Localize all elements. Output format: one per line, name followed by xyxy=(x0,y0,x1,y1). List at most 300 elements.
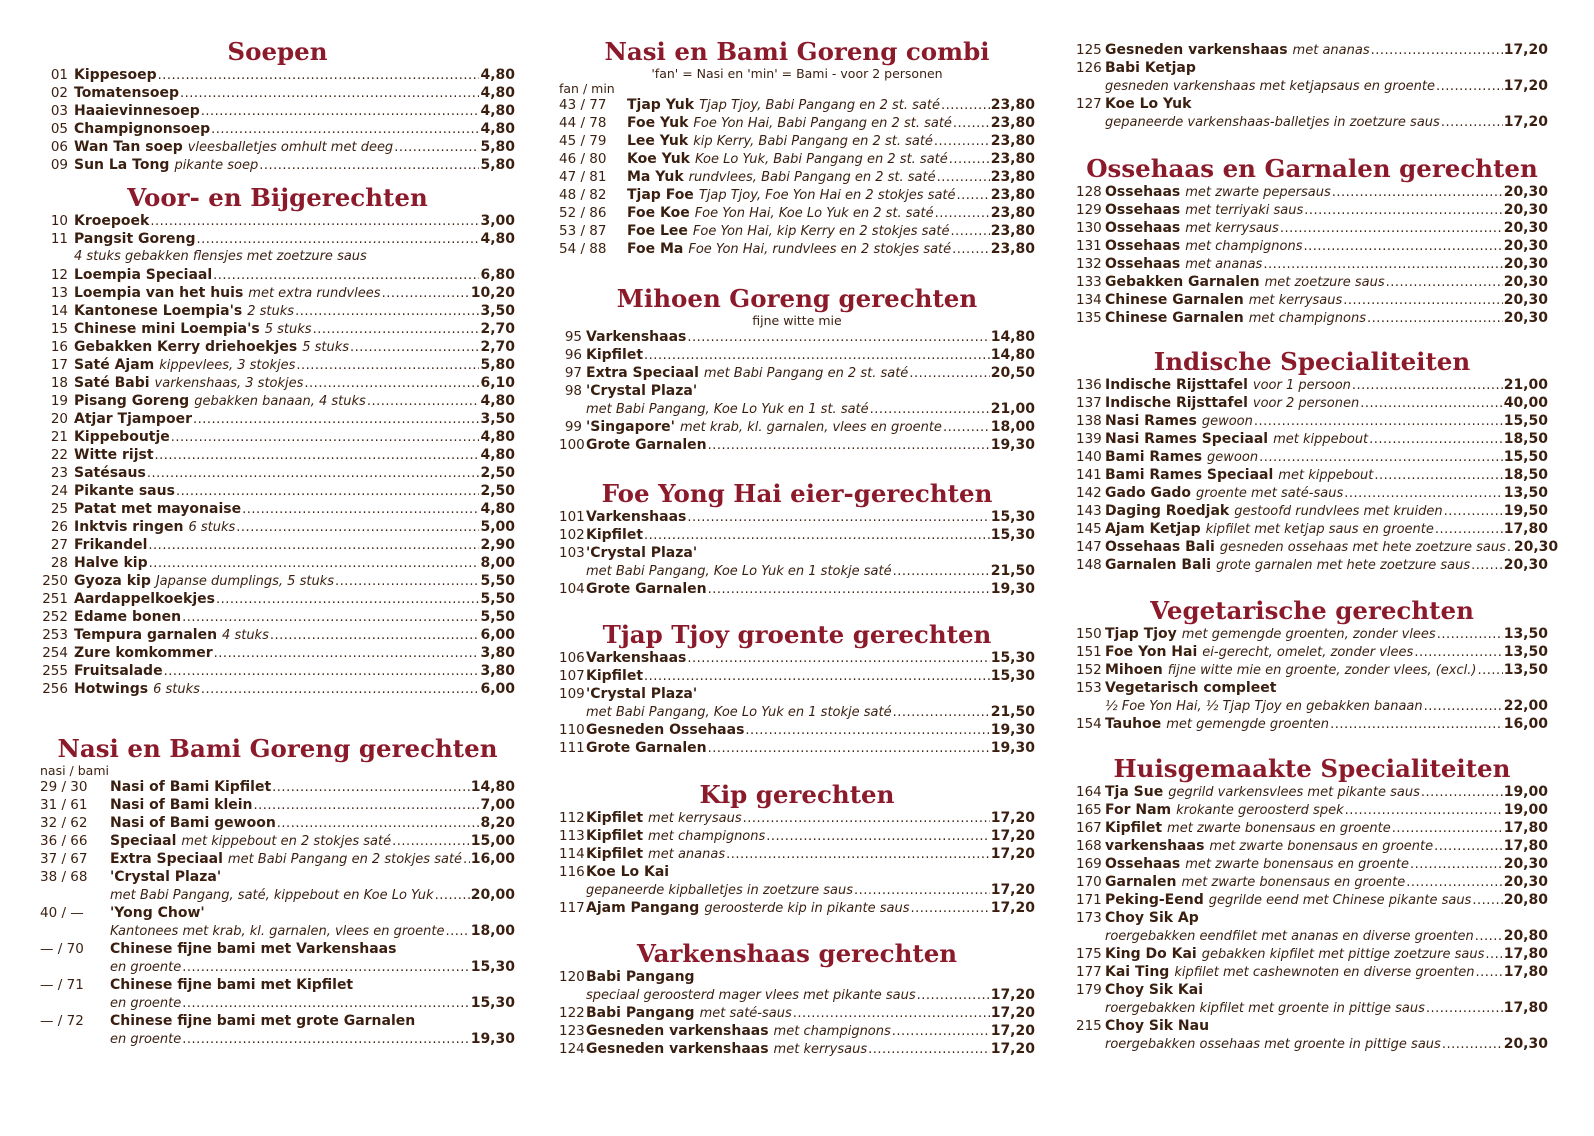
item-price: 20,30 xyxy=(1503,1036,1548,1052)
dot-leader xyxy=(216,591,479,609)
item-price: 19,30 xyxy=(990,722,1035,738)
dot-leader xyxy=(644,668,990,686)
item-number: 112 xyxy=(559,810,585,826)
item-price: 5,80 xyxy=(480,157,515,173)
dot-leader xyxy=(943,419,990,437)
menu-item xyxy=(1076,309,1548,327)
item-number: 147 xyxy=(1076,539,1102,555)
item-price: 23,80 xyxy=(990,241,1035,257)
item-price: 23,80 xyxy=(990,169,1035,185)
item-name: 'Singapore' xyxy=(586,419,675,435)
dot-leader xyxy=(201,681,480,699)
item-name: Choy Sik Kai xyxy=(1105,982,1204,998)
dot-leader xyxy=(743,810,990,828)
dot-leader xyxy=(687,329,989,347)
menu-item-detail xyxy=(1076,77,1548,95)
dot-leader xyxy=(149,555,480,573)
dot-leader xyxy=(937,169,990,187)
item-price: 15,30 xyxy=(990,668,1035,684)
item-price: 20,30 xyxy=(1503,874,1548,890)
item-name: Bami Rames xyxy=(1105,449,1203,465)
item-name: Grote Garnalen xyxy=(586,437,707,453)
item-price: 4,80 xyxy=(480,393,515,409)
menu-item xyxy=(40,590,515,608)
item-number: 125 xyxy=(1076,42,1102,58)
item-number: 131 xyxy=(1076,238,1102,254)
dot-leader xyxy=(870,401,990,419)
menu-item xyxy=(559,508,1035,526)
dot-leader xyxy=(1369,431,1503,449)
item-number: 256 xyxy=(42,681,68,697)
dot-leader xyxy=(270,627,480,645)
item-name: Ajam Ketjap xyxy=(1105,521,1201,537)
menu-item xyxy=(40,338,515,356)
item-number: 48 / 82 xyxy=(559,187,607,203)
item-name: Frikandel xyxy=(74,537,148,553)
item-price: 13,50 xyxy=(1503,485,1548,501)
dot-leader xyxy=(182,995,469,1013)
menu-section xyxy=(40,38,515,174)
item-price: 4,80 xyxy=(480,429,515,445)
menu-item xyxy=(559,685,1035,703)
item-description: met champignons xyxy=(773,1024,891,1039)
item-description: Koe Lo Yuk, Babi Pangang en 2 st. saté xyxy=(695,152,948,167)
item-number: 23 xyxy=(50,465,68,481)
dot-leader xyxy=(382,285,470,303)
item-name: 'Crystal Plaza' xyxy=(586,383,698,399)
item-number: 20 xyxy=(50,411,68,427)
dot-leader xyxy=(893,704,990,722)
item-price: 20,80 xyxy=(1503,892,1548,908)
item-number: 177 xyxy=(1076,964,1102,980)
menu-item-detail xyxy=(40,1030,515,1048)
item-number: 44 / 78 xyxy=(559,115,607,131)
dot-leader xyxy=(1304,202,1502,220)
item-number: 02 xyxy=(50,85,68,101)
item-name: varkenshaas xyxy=(1105,838,1205,854)
item-number: 12 xyxy=(50,267,68,283)
item-name: Varkenshaas xyxy=(586,329,687,345)
item-name: Vegetarisch compleet xyxy=(1105,680,1277,696)
dot-leader xyxy=(313,321,480,339)
section-title: Huisgemaakte Specialiteiten xyxy=(1113,754,1511,783)
menu-item xyxy=(559,739,1035,757)
item-price: 2,70 xyxy=(480,321,515,337)
menu-item xyxy=(40,572,515,590)
item-name: Nasi of Bami klein xyxy=(110,797,253,813)
item-name: 'Crystal Plaza' xyxy=(586,545,698,561)
item-description: gegrild varkensvlees met pikante saus xyxy=(1168,785,1420,800)
item-name: Speciaal xyxy=(110,833,177,849)
item-number: 98 xyxy=(564,383,582,399)
menu-item xyxy=(559,132,1035,150)
menu-item xyxy=(559,721,1035,739)
dot-leader xyxy=(435,887,470,905)
item-name: Tempura garnalen xyxy=(74,627,218,643)
dot-leader xyxy=(708,437,990,455)
item-price: 15,30 xyxy=(990,650,1035,666)
dot-leader xyxy=(726,846,990,864)
dot-leader xyxy=(708,740,990,758)
dot-leader xyxy=(182,1031,469,1049)
menu-item xyxy=(40,940,515,958)
item-price: 14,80 xyxy=(990,347,1035,363)
item-number: 104 xyxy=(559,581,585,597)
item-description: met kerrysaus xyxy=(773,1042,868,1057)
dot-leader xyxy=(793,1005,990,1023)
item-price: 7,00 xyxy=(480,797,515,813)
dot-leader xyxy=(150,213,479,231)
dot-leader xyxy=(1344,485,1502,503)
item-number: 10 xyxy=(50,213,68,229)
item-price: 4,80 xyxy=(480,447,515,463)
item-name: Ma Yuk xyxy=(627,169,684,185)
item-description: Foe Yon Hai, Babi Pangang en 2 st. saté xyxy=(693,116,952,131)
menu-item xyxy=(1076,394,1548,412)
section-title: Mihoen Goreng gerechten xyxy=(616,284,978,313)
item-description: met Babi Pangang en 2 st. saté xyxy=(703,366,909,381)
item-description: groente met saté-saus xyxy=(1196,486,1344,501)
item-name: Gesneden varkenshaas xyxy=(586,1023,769,1039)
item-name: Choy Sik Ap xyxy=(1105,910,1199,926)
menu-item xyxy=(559,968,1035,986)
item-price: 8,20 xyxy=(480,815,515,831)
menu-item xyxy=(40,778,515,796)
item-number: — / 70 xyxy=(40,941,84,957)
item-price: 6,00 xyxy=(480,627,515,643)
item-number: 24 xyxy=(50,483,68,499)
item-description: met zwarte bonensaus en groente xyxy=(1181,875,1406,890)
item-number: 123 xyxy=(559,1023,585,1039)
item-name: Garnalen Bali xyxy=(1105,557,1212,573)
dot-leader xyxy=(197,231,480,249)
item-number: 120 xyxy=(559,969,585,985)
item-price: 17,20 xyxy=(1503,42,1548,58)
item-description: gestoofd rundvlees met kruiden xyxy=(1234,504,1443,519)
item-price: 23,80 xyxy=(990,97,1035,113)
dot-leader xyxy=(1472,892,1502,910)
dot-leader xyxy=(952,241,990,259)
menu-item xyxy=(1076,448,1548,466)
item-price: 20,30 xyxy=(1503,557,1548,573)
item-description: en groente xyxy=(110,996,182,1011)
menu-item xyxy=(559,418,1035,436)
dot-leader xyxy=(911,900,990,918)
dot-leader xyxy=(893,563,990,581)
menu-item xyxy=(559,580,1035,598)
item-price: 17,20 xyxy=(990,846,1035,862)
menu-item xyxy=(559,150,1035,168)
item-name: Foe Ma xyxy=(627,241,684,257)
item-price: 2,50 xyxy=(480,465,515,481)
item-description: gepaneerde kipballetjes in zoetzure saus xyxy=(586,883,854,898)
item-price: 14,80 xyxy=(470,779,515,795)
dot-leader xyxy=(295,303,479,321)
item-number: 141 xyxy=(1076,467,1102,483)
item-number: 137 xyxy=(1076,395,1102,411)
item-price: 20,30 xyxy=(1503,256,1548,272)
item-number: 11 xyxy=(50,231,68,247)
item-number: 113 xyxy=(559,828,585,844)
item-price: 19,30 xyxy=(990,437,1035,453)
item-price: 19,00 xyxy=(1503,802,1548,818)
section-title: Nasi en Bami Goreng combi xyxy=(604,37,990,66)
menu-item xyxy=(40,814,515,832)
menu-item-detail xyxy=(1076,927,1548,945)
menu-item xyxy=(40,1012,515,1030)
item-price: 17,20 xyxy=(990,828,1035,844)
menu-item xyxy=(559,168,1035,186)
item-number: 117 xyxy=(559,900,585,916)
item-number: 130 xyxy=(1076,220,1102,236)
item-number: 52 / 86 xyxy=(559,205,607,221)
item-name: Pikante saus xyxy=(74,483,175,499)
menu-item xyxy=(1076,801,1548,819)
dot-leader xyxy=(1254,413,1503,431)
menu-item xyxy=(40,284,515,302)
menu-item xyxy=(40,138,515,156)
menu-item xyxy=(40,428,515,446)
item-price: 2,90 xyxy=(480,537,515,553)
menu-item-detail xyxy=(559,986,1035,1004)
item-description: kipfilet met ketjap saus en groente xyxy=(1205,522,1434,537)
item-price: 20,30 xyxy=(1503,310,1548,326)
item-description: gebakken kipfilet met pittige zoetzure saus xyxy=(1201,947,1485,962)
item-description: met champignons xyxy=(1248,311,1366,326)
menu-item-detail xyxy=(1076,697,1548,715)
item-number: 53 / 87 xyxy=(559,223,607,239)
item-number: — / 71 xyxy=(40,977,84,993)
item-name: Kippeboutje xyxy=(74,429,170,445)
dot-leader xyxy=(445,923,469,941)
item-description: grote garnalen met hete zoetzure saus xyxy=(1216,558,1471,573)
item-name: Ossehaas xyxy=(1105,256,1181,272)
menu-item xyxy=(559,328,1035,346)
dot-leader xyxy=(236,519,479,537)
dot-leader xyxy=(1371,42,1503,60)
dot-leader xyxy=(708,581,990,599)
item-description: varkenshaas, 3 stokjes xyxy=(154,376,304,391)
item-price: 17,20 xyxy=(990,987,1035,1003)
menu-item xyxy=(40,976,515,994)
item-name: Nasi of Bami gewoon xyxy=(110,815,276,831)
item-number: 14 xyxy=(50,303,68,319)
item-name: Kipfilet xyxy=(586,846,644,862)
menu-item xyxy=(40,230,515,248)
dot-leader xyxy=(155,447,480,465)
item-number: 151 xyxy=(1076,644,1102,660)
item-description: kipfilet met cashewnoten en diverse groenten xyxy=(1174,965,1475,980)
item-number: 110 xyxy=(559,722,585,738)
dot-leader xyxy=(1442,1036,1503,1054)
dot-leader xyxy=(1406,874,1502,892)
item-number: 32 / 62 xyxy=(40,815,88,831)
item-number: 142 xyxy=(1076,485,1102,501)
menu-item xyxy=(40,102,515,120)
item-number: 254 xyxy=(42,645,68,661)
item-number: 171 xyxy=(1076,892,1102,908)
item-price: 4,80 xyxy=(480,85,515,101)
item-price: 20,30 xyxy=(1503,238,1548,254)
item-name: 'Crystal Plaza' xyxy=(586,686,698,702)
section-title: Tjap Tjoy groente gerechten xyxy=(602,620,992,649)
item-description: met kerrysaus xyxy=(648,811,742,826)
dot-leader xyxy=(147,465,480,483)
item-price: 17,80 xyxy=(1503,1000,1548,1016)
item-price: 17,20 xyxy=(990,900,1035,916)
menu-item xyxy=(559,1004,1035,1022)
menu-item-detail xyxy=(559,400,1035,418)
item-description: met zwarte bonensaus en groente xyxy=(1167,821,1391,836)
item-name: Extra Speciaal xyxy=(586,365,699,381)
item-price: 17,80 xyxy=(1503,946,1548,962)
item-name: Extra Speciaal xyxy=(110,851,223,867)
item-number: 143 xyxy=(1076,503,1102,519)
item-name: Pangsit Goreng xyxy=(74,231,196,247)
menu-item xyxy=(40,212,515,230)
dot-leader xyxy=(171,429,480,447)
menu-item xyxy=(1076,201,1548,219)
item-price: 4,80 xyxy=(480,103,515,119)
dot-leader xyxy=(259,157,479,175)
item-number: 154 xyxy=(1076,716,1102,732)
item-number: 133 xyxy=(1076,274,1102,290)
item-price: 6,00 xyxy=(480,681,515,697)
item-price: 5,80 xyxy=(480,139,515,155)
item-price: 3,00 xyxy=(480,213,515,229)
item-number: 103 xyxy=(559,545,585,561)
item-description: rundvlees, Babi Pangang en 2 st. saté xyxy=(688,170,936,185)
item-description: met terriyaki saus xyxy=(1185,203,1304,218)
item-description: voor 2 personen xyxy=(1252,396,1360,411)
item-number: 251 xyxy=(42,591,68,607)
item-number: 106 xyxy=(559,650,585,666)
item-number: 19 xyxy=(50,393,68,409)
menu-item xyxy=(40,392,515,410)
item-name: Gebakken Garnalen xyxy=(1105,274,1260,290)
item-description: pikante soep xyxy=(174,158,259,173)
menu-item xyxy=(559,863,1035,881)
item-name: Sun La Tong xyxy=(74,157,170,173)
dot-leader xyxy=(193,411,479,429)
item-price: 15,30 xyxy=(990,509,1035,525)
item-name: Gesneden Ossehaas xyxy=(586,722,745,738)
dot-leader xyxy=(1392,820,1503,838)
item-name: Grote Garnalen xyxy=(586,740,707,756)
dot-leader xyxy=(1352,377,1503,395)
menu-item xyxy=(1076,59,1548,77)
item-name: Kippesoep xyxy=(74,67,157,83)
menu-section xyxy=(559,940,1035,1058)
item-description: gewoon xyxy=(1201,414,1253,429)
item-price: 20,50 xyxy=(990,365,1035,381)
dot-leader xyxy=(854,882,990,900)
item-price: 17,20 xyxy=(990,1041,1035,1057)
menu-item xyxy=(40,464,515,482)
item-name: Ossehaas xyxy=(1105,220,1181,236)
item-name: Bami Rames Speciaal xyxy=(1105,467,1274,483)
menu-item xyxy=(40,832,515,850)
item-number: 124 xyxy=(559,1041,585,1057)
item-price: 15,50 xyxy=(1503,449,1548,465)
item-name: Fruitsalade xyxy=(74,663,163,679)
dot-leader xyxy=(1259,449,1503,467)
item-name: Ossehaas xyxy=(1105,184,1181,200)
menu-item xyxy=(1076,909,1548,927)
menu-item xyxy=(559,96,1035,114)
menu-item xyxy=(40,66,515,84)
section-title: Vegetarische gerechten xyxy=(1150,596,1474,625)
item-name: Aardappelkoekjes xyxy=(74,591,215,607)
dot-leader xyxy=(1367,310,1503,328)
item-number: 15 xyxy=(50,321,68,337)
dot-leader xyxy=(158,67,480,85)
menu-item xyxy=(40,410,515,428)
item-name: Koe Lo Kai xyxy=(586,864,670,880)
item-price: 17,20 xyxy=(990,810,1035,826)
item-number: 101 xyxy=(559,509,585,525)
item-price: 5,50 xyxy=(480,609,515,625)
dot-leader xyxy=(1485,946,1502,964)
item-name: Varkenshaas xyxy=(586,509,687,525)
item-name: Garnalen xyxy=(1105,874,1177,890)
item-number: — / 72 xyxy=(40,1013,84,1029)
item-name: Pisang Goreng xyxy=(74,393,190,409)
dot-leader xyxy=(1360,395,1503,413)
item-name: Choy Sik Nau xyxy=(1105,1018,1210,1034)
item-number: 127 xyxy=(1076,96,1102,112)
item-name: Mihoen xyxy=(1105,662,1163,678)
section-title: Varkenshaas gerechten xyxy=(636,939,958,968)
item-name: 'Yong Chow' xyxy=(110,905,205,921)
item-price: 15,30 xyxy=(470,995,515,1011)
menu-section xyxy=(559,480,1035,598)
menu-item xyxy=(40,120,515,138)
dot-leader xyxy=(951,223,990,241)
item-number: 168 xyxy=(1076,838,1102,854)
dot-leader xyxy=(296,357,479,375)
menu-section xyxy=(40,735,515,1048)
item-description: kippevlees, 3 stokjes xyxy=(159,358,296,373)
menu-item xyxy=(559,346,1035,364)
menu-item xyxy=(40,608,515,626)
item-price: 23,80 xyxy=(990,133,1035,149)
menu-item xyxy=(40,796,515,814)
item-number: 252 xyxy=(42,609,68,625)
menu-item xyxy=(1076,291,1548,309)
item-description: ½ Foe Yon Hai, ½ Tjap Tjoy en gebakken banaan xyxy=(1105,699,1423,714)
item-description: 4 stuks gebakken flensjes met zoetzure saus xyxy=(74,249,367,264)
item-name: Foe Lee xyxy=(627,223,688,239)
item-number: 21 xyxy=(50,429,68,445)
menu-item xyxy=(559,364,1035,382)
item-number: 29 / 30 xyxy=(40,779,88,795)
item-number: 132 xyxy=(1076,256,1102,272)
dot-leader xyxy=(214,645,480,663)
item-number: 170 xyxy=(1076,874,1102,890)
menu-item-detail xyxy=(559,881,1035,899)
dot-leader xyxy=(1444,503,1503,521)
section-title: Voor- en Bijgerechten xyxy=(127,183,428,212)
dot-leader xyxy=(335,573,479,591)
item-number: 100 xyxy=(559,437,585,453)
item-number: 134 xyxy=(1076,292,1102,308)
item-name: Kai Ting xyxy=(1105,964,1170,980)
dot-leader xyxy=(1304,238,1503,256)
menu-item xyxy=(559,526,1035,544)
dot-leader xyxy=(1421,784,1503,802)
dot-leader xyxy=(254,797,480,815)
